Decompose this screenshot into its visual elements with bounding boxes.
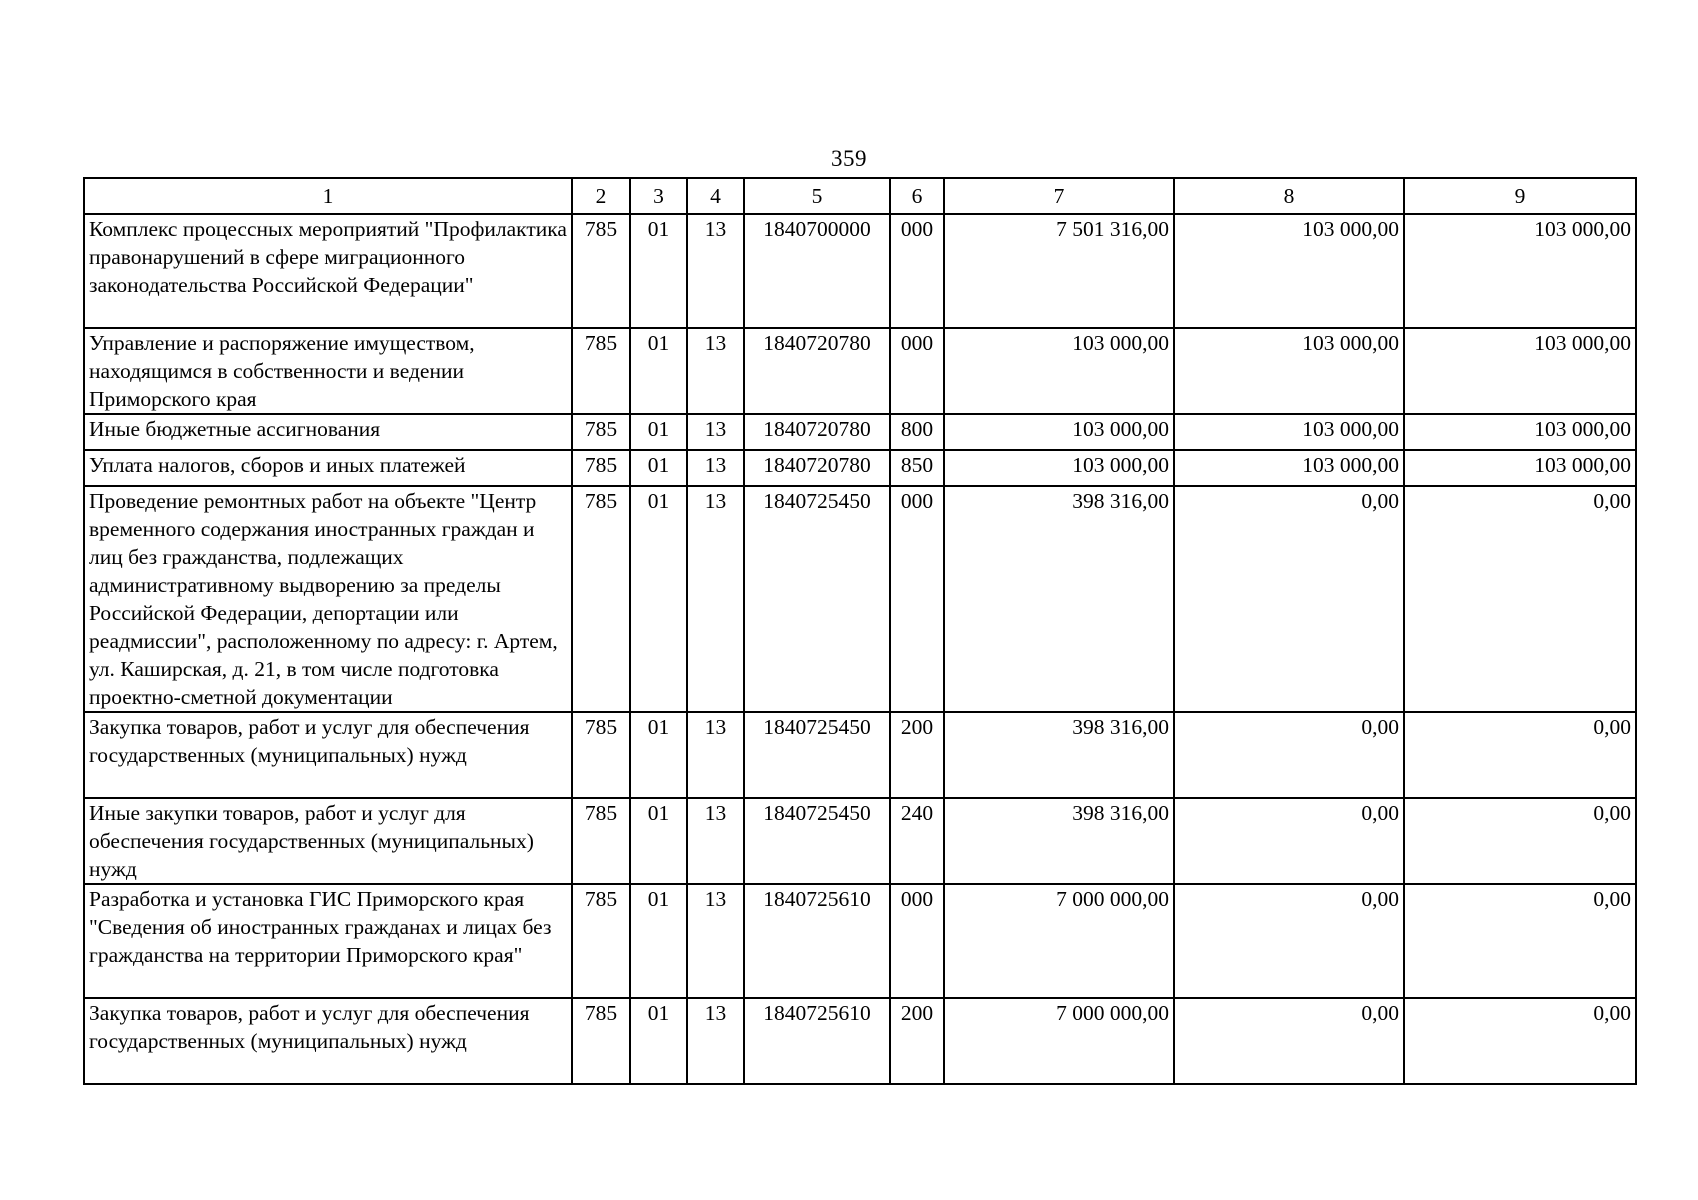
cell-amount-7: 398 316,00 bbox=[944, 486, 1174, 712]
cell-section: 01 bbox=[630, 486, 687, 712]
cell-target-article: 1840725450 bbox=[744, 486, 890, 712]
cell-subsection: 13 bbox=[687, 486, 744, 712]
cell-admin-code: 785 bbox=[572, 450, 630, 486]
cell-amount-7: 7 000 000,00 bbox=[944, 998, 1174, 1084]
cell-expense-type: 800 bbox=[890, 414, 944, 450]
row-name: Закупка товаров, работ и услуг для обеспечения государственных (муниципальных) нужд bbox=[84, 712, 572, 798]
cell-amount-9: 103 000,00 bbox=[1404, 328, 1636, 414]
cell-section: 01 bbox=[630, 798, 687, 884]
cell-amount-8: 0,00 bbox=[1174, 486, 1404, 712]
cell-expense-type: 000 bbox=[890, 884, 944, 998]
cell-amount-8: 103 000,00 bbox=[1174, 414, 1404, 450]
cell-expense-type: 000 bbox=[890, 328, 944, 414]
cell-amount-7: 7 000 000,00 bbox=[944, 884, 1174, 998]
budget-table bbox=[83, 177, 1637, 1085]
cell-target-article: 1840700000 bbox=[744, 214, 890, 328]
cell-amount-8: 0,00 bbox=[1174, 884, 1404, 998]
cell-target-article: 1840725610 bbox=[744, 998, 890, 1084]
table-row bbox=[84, 486, 1636, 712]
page-number: 359 bbox=[831, 146, 867, 171]
cell-amount-9: 103 000,00 bbox=[1404, 414, 1636, 450]
table-row bbox=[84, 998, 1636, 1084]
row-name: Управление и распоряжение имуществом, находящимся в собственности и ведении Приморского края bbox=[84, 328, 572, 414]
cell-amount-7: 7 501 316,00 bbox=[944, 214, 1174, 328]
column-header: 3 bbox=[630, 178, 687, 214]
column-header: 9 bbox=[1404, 178, 1636, 214]
cell-subsection: 13 bbox=[687, 450, 744, 486]
cell-target-article: 1840725610 bbox=[744, 884, 890, 998]
cell-amount-9: 0,00 bbox=[1404, 884, 1636, 998]
row-name: Иные бюджетные ассигнования bbox=[84, 414, 572, 450]
cell-amount-9: 103 000,00 bbox=[1404, 450, 1636, 486]
cell-section: 01 bbox=[630, 328, 687, 414]
table-row bbox=[84, 884, 1636, 998]
cell-amount-7: 103 000,00 bbox=[944, 450, 1174, 486]
cell-target-article: 1840720780 bbox=[744, 414, 890, 450]
cell-subsection: 13 bbox=[687, 884, 744, 998]
column-header: 7 bbox=[944, 178, 1174, 214]
row-name: Комплекс процессных мероприятий "Профилактика правонарушений в сфере миграционного законодательства Российской Федерации" bbox=[84, 214, 572, 328]
cell-expense-type: 850 bbox=[890, 450, 944, 486]
cell-admin-code: 785 bbox=[572, 798, 630, 884]
cell-admin-code: 785 bbox=[572, 486, 630, 712]
cell-expense-type: 240 bbox=[890, 798, 944, 884]
cell-amount-9: 0,00 bbox=[1404, 486, 1636, 712]
column-header: 6 bbox=[890, 178, 944, 214]
cell-amount-9: 0,00 bbox=[1404, 998, 1636, 1084]
row-name: Уплата налогов, сборов и иных платежей bbox=[84, 450, 572, 486]
cell-section: 01 bbox=[630, 414, 687, 450]
row-name: Разработка и установка ГИС Приморского края "Сведения об иностранных гражданах и лицах без гражданства на территории Приморского края" bbox=[84, 884, 572, 998]
cell-amount-7: 398 316,00 bbox=[944, 798, 1174, 884]
column-header: 5 bbox=[744, 178, 890, 214]
cell-subsection: 13 bbox=[687, 328, 744, 414]
cell-expense-type: 000 bbox=[890, 214, 944, 328]
cell-target-article: 1840720780 bbox=[744, 450, 890, 486]
cell-admin-code: 785 bbox=[572, 414, 630, 450]
cell-amount-7: 103 000,00 bbox=[944, 414, 1174, 450]
row-name: Закупка товаров, работ и услуг для обеспечения государственных (муниципальных) нужд bbox=[84, 998, 572, 1084]
cell-admin-code: 785 bbox=[572, 214, 630, 328]
cell-amount-8: 103 000,00 bbox=[1174, 450, 1404, 486]
table-row bbox=[84, 798, 1636, 884]
cell-section: 01 bbox=[630, 712, 687, 798]
cell-section: 01 bbox=[630, 214, 687, 328]
cell-amount-9: 0,00 bbox=[1404, 712, 1636, 798]
cell-target-article: 1840720780 bbox=[744, 328, 890, 414]
column-header: 2 bbox=[572, 178, 630, 214]
cell-target-article: 1840725450 bbox=[744, 712, 890, 798]
column-header: 8 bbox=[1174, 178, 1404, 214]
cell-subsection: 13 bbox=[687, 712, 744, 798]
cell-admin-code: 785 bbox=[572, 998, 630, 1084]
cell-amount-9: 103 000,00 bbox=[1404, 214, 1636, 328]
cell-subsection: 13 bbox=[687, 998, 744, 1084]
cell-section: 01 bbox=[630, 998, 687, 1084]
cell-admin-code: 785 bbox=[572, 884, 630, 998]
table-row bbox=[84, 214, 1636, 328]
cell-target-article: 1840725450 bbox=[744, 798, 890, 884]
table-row bbox=[84, 414, 1636, 450]
cell-amount-8: 0,00 bbox=[1174, 798, 1404, 884]
row-name: Проведение ремонтных работ на объекте "Центр временного содержания иностранных граждан и лиц без гражданства, подлежащих административному выдворению за пределы Российской Федерации, депортации или реадмиссии", расположенному по адресу: г. Артем, ул. Каширская, д. 21, в том числе подготовка проектно-сметной документации bbox=[84, 486, 572, 712]
header-row bbox=[84, 178, 1636, 214]
cell-admin-code: 785 bbox=[572, 712, 630, 798]
cell-admin-code: 785 bbox=[572, 328, 630, 414]
cell-subsection: 13 bbox=[687, 798, 744, 884]
cell-section: 01 bbox=[630, 884, 687, 998]
cell-amount-9: 0,00 bbox=[1404, 798, 1636, 884]
cell-expense-type: 000 bbox=[890, 486, 944, 712]
cell-amount-8: 0,00 bbox=[1174, 712, 1404, 798]
column-header: 4 bbox=[687, 178, 744, 214]
cell-amount-8: 103 000,00 bbox=[1174, 214, 1404, 328]
table-row bbox=[84, 450, 1636, 486]
cell-subsection: 13 bbox=[687, 214, 744, 328]
cell-amount-7: 398 316,00 bbox=[944, 712, 1174, 798]
cell-amount-8: 0,00 bbox=[1174, 998, 1404, 1084]
row-name: Иные закупки товаров, работ и услуг для обеспечения государственных (муниципальных) нужд bbox=[84, 798, 572, 884]
cell-subsection: 13 bbox=[687, 414, 744, 450]
cell-expense-type: 200 bbox=[890, 712, 944, 798]
table-row bbox=[84, 328, 1636, 414]
table-row bbox=[84, 712, 1636, 798]
cell-amount-7: 103 000,00 bbox=[944, 328, 1174, 414]
cell-amount-8: 103 000,00 bbox=[1174, 328, 1404, 414]
cell-section: 01 bbox=[630, 450, 687, 486]
cell-expense-type: 200 bbox=[890, 998, 944, 1084]
column-header: 1 bbox=[84, 178, 572, 214]
